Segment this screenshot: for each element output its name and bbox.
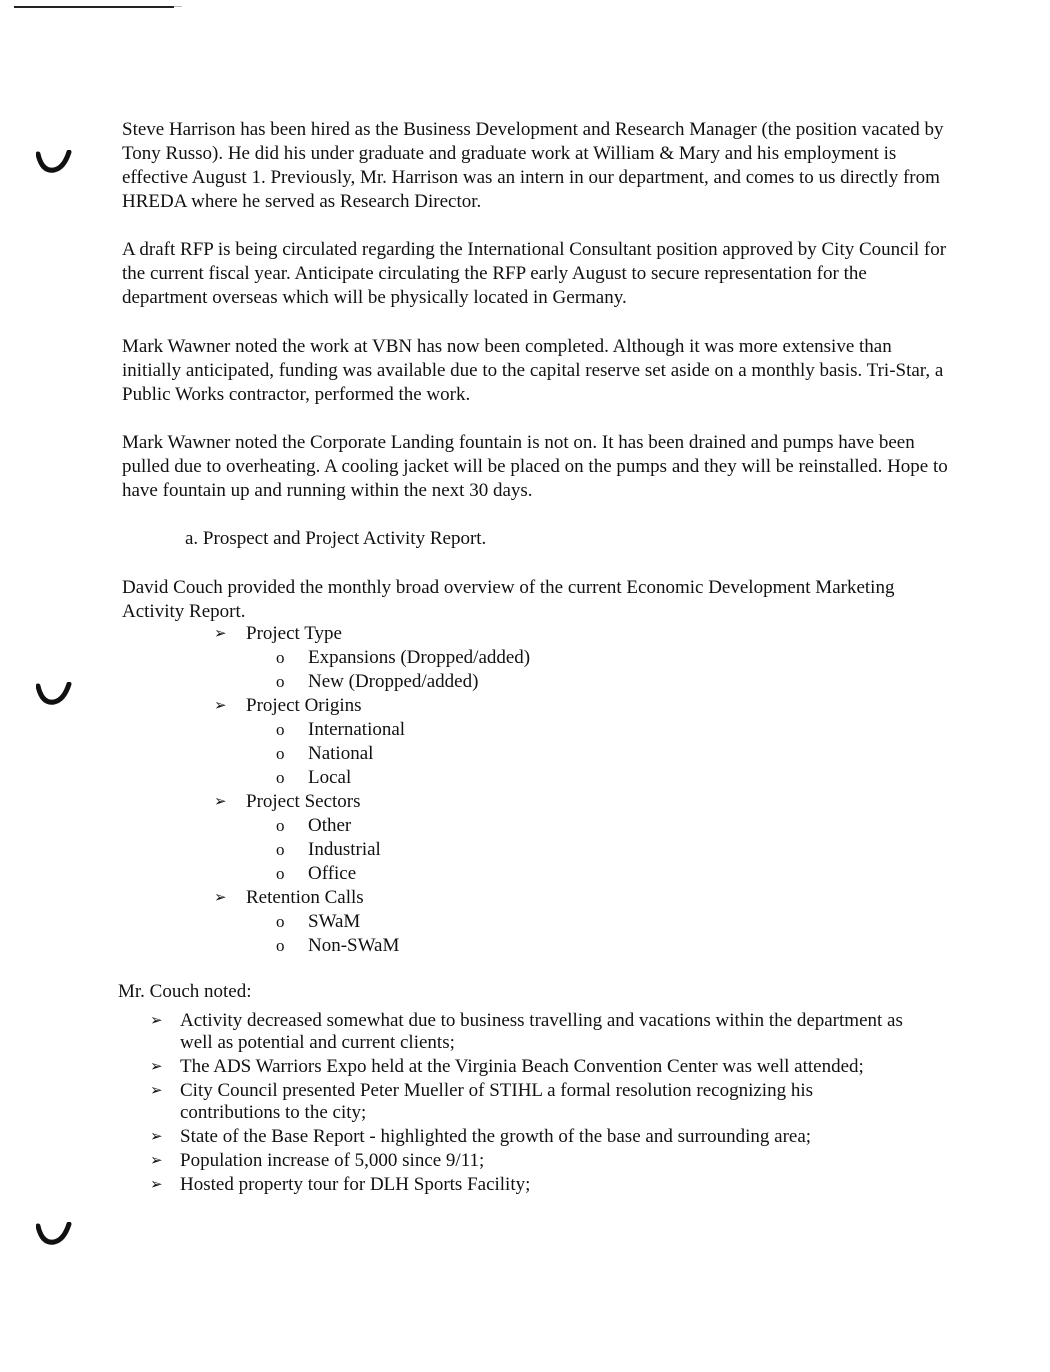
list-item (214, 886, 530, 910)
section-item: Expansions (Dropped/added) (308, 647, 531, 668)
list-item (276, 910, 530, 934)
list-item (148, 1126, 908, 1148)
section-item: SWaM (308, 911, 361, 932)
circle-bullet-icon: o (276, 936, 285, 955)
list-item (214, 694, 530, 718)
section-item: Other (308, 815, 352, 836)
note-text: Hosted property tour for DLH Sports Facility; (180, 1174, 531, 1195)
list-item (276, 766, 530, 790)
paragraph-vbn-work: Mark Wawner noted the work at VBN has now been completed. Although it was more extensive than initially anticipated, funding was available due to the capital reserve set aside on a monthly basis. Tri-Star, a Public Works contractor, performed the work. (122, 336, 944, 405)
section-title: Project Sectors (246, 791, 361, 812)
circle-bullet-icon: o (276, 816, 285, 835)
list-item (148, 1150, 908, 1172)
list-item (148, 1056, 908, 1078)
sub-item-heading: a. Prospect and Project Activity Report. (185, 528, 487, 549)
arrow-bullet-icon: ➢ (214, 698, 227, 714)
arrow-bullet-icon: ➢ (150, 1153, 163, 1169)
paragraph-fountain: Mark Wawner noted the Corporate Landing fountain is not on. It has been drained and pumps have been pulled due to overheating. A cooling jacket will be placed on the pumps and they will be reinstalled. Hope to have fountain up and running within the next 30 days. (122, 432, 948, 501)
list-item (276, 646, 530, 670)
list-item (276, 814, 530, 838)
list-item (276, 838, 530, 862)
section-title: Project Origins (246, 695, 362, 716)
list-item (148, 1010, 908, 1054)
note-text: Activity decreased somewhat due to business travelling and vacations within the department as well as potential and current clients; (180, 1010, 903, 1053)
circle-bullet-icon: o (276, 648, 285, 667)
section-item: Industrial (308, 839, 381, 860)
list-item (148, 1174, 908, 1196)
paragraph-overview: David Couch provided the monthly broad overview of the current Economic Development Marketing Activity Report. (122, 577, 895, 622)
circle-bullet-icon: o (276, 864, 285, 883)
list-item (276, 934, 530, 958)
top-rule-faint (174, 6, 182, 7)
paragraph-draft-rfp: A draft RFP is being circulated regarding the International Consultant position approved by City Council for the current fiscal year. Anticipate circulating the RFP early August to secure representation for the department overseas which will be physically located in Germany. (122, 239, 947, 308)
list-item (148, 1080, 908, 1124)
check-mark-icon (36, 1222, 72, 1248)
arrow-bullet-icon: ➢ (214, 626, 227, 642)
section-item: Non-SWaM (308, 935, 400, 956)
list-item (276, 718, 530, 742)
top-rule (14, 6, 174, 8)
list-item (276, 742, 530, 766)
section-title: Project Type (246, 623, 342, 644)
arrow-bullet-icon: ➢ (214, 890, 227, 906)
paragraph-harrison-hire: Steve Harrison has been hired as the Business Development and Research Manager (the position vacated by Tony Russo). He did his under graduate and graduate work at William & Mary and his employment is effective August 1. Previously, Mr. Harrison was an intern in our department, and comes to us directly from HREDA where he served as Research Director. (122, 119, 944, 212)
arrow-bullet-icon: ➢ (150, 1059, 163, 1075)
list-item (276, 670, 530, 694)
list-item (276, 862, 530, 886)
notes-heading: Mr. Couch noted: (118, 981, 252, 1002)
arrow-bullet-icon: ➢ (150, 1013, 163, 1029)
note-text: State of the Base Report - highlighted the growth of the base and surrounding area; (180, 1126, 812, 1147)
list-item (214, 622, 530, 646)
arrow-bullet-icon: ➢ (150, 1129, 163, 1145)
section-title: Retention Calls (246, 887, 364, 908)
section-item: New (Dropped/added) (308, 671, 479, 692)
section-item: Local (308, 767, 352, 788)
check-mark-icon (36, 150, 72, 176)
circle-bullet-icon: o (276, 840, 285, 859)
circle-bullet-icon: o (276, 720, 285, 739)
circle-bullet-icon: o (276, 912, 285, 931)
note-text: City Council presented Peter Mueller of STIHL a formal resolution recognizing his contributions to the city; (180, 1080, 814, 1123)
notes-list (148, 1010, 908, 1198)
section-item: National (308, 743, 374, 764)
note-text: The ADS Warriors Expo held at the Virginia Beach Convention Center was well attended; (180, 1056, 864, 1077)
circle-bullet-icon: o (276, 672, 285, 691)
list-item (214, 790, 530, 814)
arrow-bullet-icon: ➢ (150, 1083, 163, 1099)
arrow-bullet-icon: ➢ (214, 794, 227, 810)
arrow-bullet-icon: ➢ (150, 1177, 163, 1193)
circle-bullet-icon: o (276, 768, 285, 787)
check-mark-icon (36, 682, 72, 708)
note-text: Population increase of 5,000 since 9/11; (180, 1150, 485, 1171)
circle-bullet-icon: o (276, 744, 285, 763)
section-item: Office (308, 863, 357, 884)
report-sections-list (214, 622, 530, 958)
section-item: International (308, 719, 406, 740)
